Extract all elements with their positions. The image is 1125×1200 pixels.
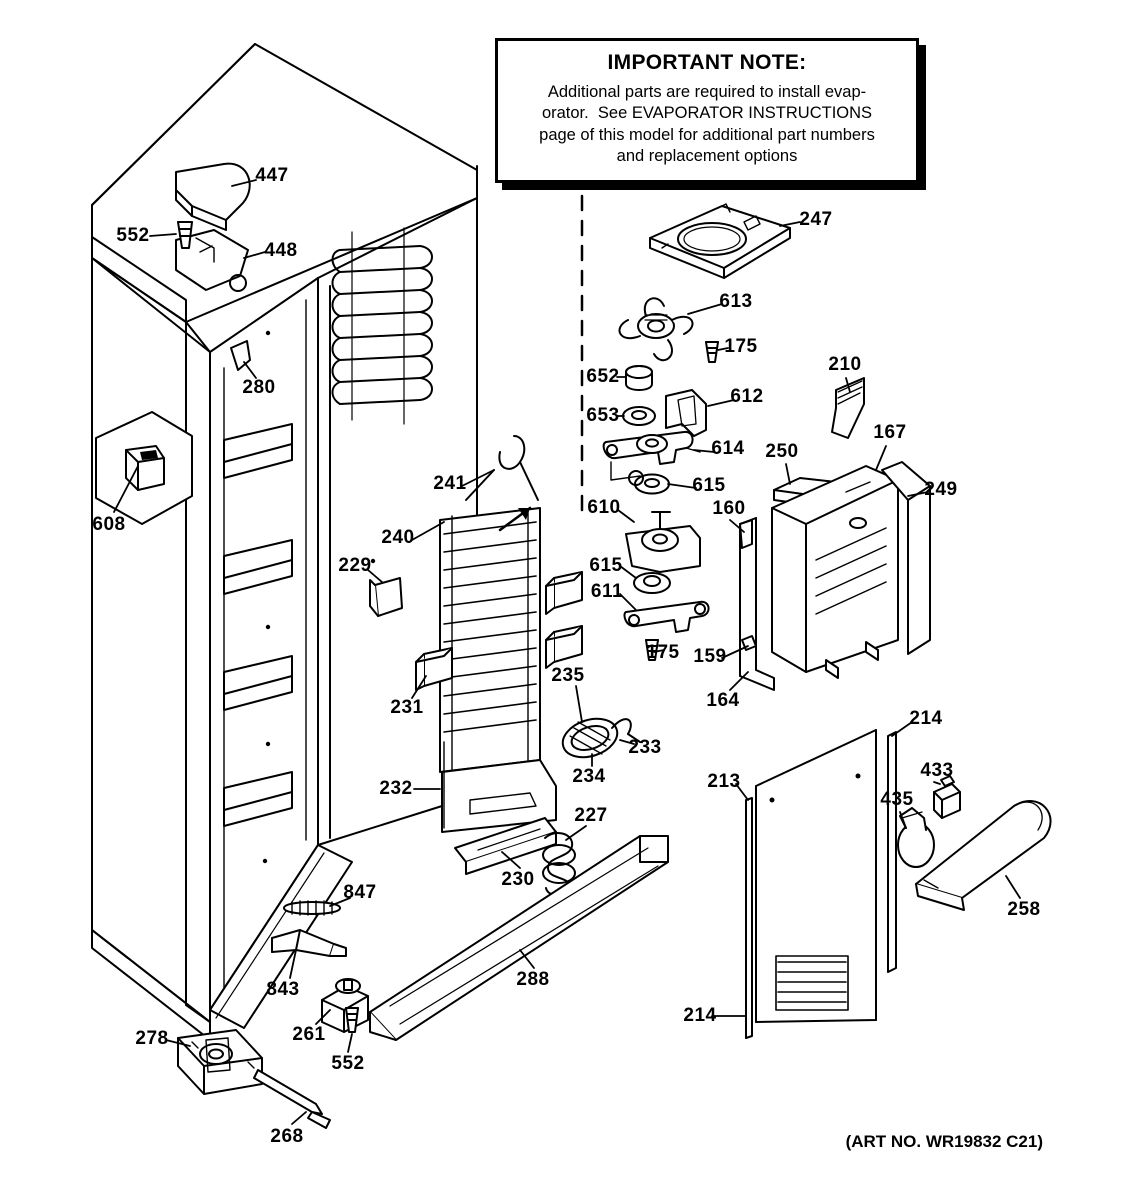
callout-847: 847 xyxy=(343,882,377,903)
part-610 xyxy=(626,512,700,572)
callout-261: 261 xyxy=(292,1024,326,1045)
callout-250: 250 xyxy=(765,441,799,462)
callout-233: 233 xyxy=(628,737,662,758)
callout-235: 235 xyxy=(551,665,585,686)
callout-448: 448 xyxy=(264,240,298,261)
callout-214: 214 xyxy=(683,1005,717,1026)
callout-175: 175 xyxy=(646,642,680,663)
part-213-214-panel xyxy=(746,730,896,1038)
part-160 xyxy=(740,520,752,548)
note-line: and replacement options xyxy=(616,147,798,166)
callout-167: 167 xyxy=(873,422,907,443)
part-blocks-right xyxy=(546,572,582,668)
callout-214: 214 xyxy=(909,708,943,729)
part-261 xyxy=(322,979,368,1032)
callout-653: 653 xyxy=(586,405,620,426)
callout-610: 610 xyxy=(587,497,621,518)
callout-210: 210 xyxy=(828,354,862,375)
callout-278: 278 xyxy=(135,1028,169,1049)
callout-230: 230 xyxy=(501,869,535,890)
callout-652: 652 xyxy=(586,366,620,387)
callout-268: 268 xyxy=(270,1126,304,1147)
callout-159: 159 xyxy=(693,646,727,667)
callout-258: 258 xyxy=(1007,899,1041,920)
callout-227: 227 xyxy=(574,805,608,826)
callout-615: 615 xyxy=(589,555,623,576)
part-847-spring xyxy=(284,901,340,915)
callout-435: 435 xyxy=(880,789,914,810)
note-heading: IMPORTANT NOTE: xyxy=(607,51,807,74)
note-line: Additional parts are required to install evap- xyxy=(547,83,867,101)
callout-288: 288 xyxy=(516,969,550,990)
part-611 xyxy=(624,602,708,632)
part-435-bulb xyxy=(898,808,934,867)
callout-843: 843 xyxy=(266,979,300,1000)
callout-614: 614 xyxy=(711,438,745,459)
callout-433: 433 xyxy=(920,760,954,781)
callout-447: 447 xyxy=(255,165,289,186)
evaporator-assembly xyxy=(440,436,556,832)
important-note-box xyxy=(495,38,919,183)
callout-612: 612 xyxy=(730,386,764,407)
callout-247: 247 xyxy=(799,209,833,230)
part-615-lower xyxy=(634,573,670,593)
part-247 xyxy=(650,204,790,278)
note-line: orator. See EVAPORATOR INSTRUCTIONS xyxy=(541,104,873,123)
callout-608: 608 xyxy=(92,514,126,535)
callout-240: 240 xyxy=(381,527,415,548)
callout-615: 615 xyxy=(692,475,726,496)
callout-611: 611 xyxy=(590,581,624,602)
callout-213: 213 xyxy=(707,771,741,792)
rear-coil-stack xyxy=(333,228,433,424)
cabinet-shell xyxy=(92,44,477,1040)
callout-613: 613 xyxy=(719,291,753,312)
screw-552-lower xyxy=(346,1008,358,1032)
callout-280: 280 xyxy=(242,377,276,398)
callout-249: 249 xyxy=(924,479,958,500)
callout-241: 241 xyxy=(433,473,467,494)
art-number: (ART NO. WR19832 C21) xyxy=(845,1132,1043,1151)
note-line: page of this model for additional part numbers xyxy=(539,125,875,144)
part-258 xyxy=(916,801,1051,910)
callout-234: 234 xyxy=(572,766,606,787)
callout-175: 175 xyxy=(724,336,758,357)
part-229 xyxy=(370,578,402,616)
callout-229: 229 xyxy=(338,555,372,576)
callout-232: 232 xyxy=(379,778,413,799)
callout-160: 160 xyxy=(712,498,746,519)
callout-164: 164 xyxy=(706,690,740,711)
part-652 xyxy=(626,366,652,390)
part-278-roller xyxy=(178,1030,262,1094)
part-613 xyxy=(619,298,692,360)
part-167-housing xyxy=(772,466,898,678)
screw-175-upper xyxy=(706,342,718,362)
part-433-socket xyxy=(934,776,960,818)
part-268-screw xyxy=(254,1070,330,1128)
callout-231: 231 xyxy=(390,697,424,718)
callout-552: 552 xyxy=(331,1053,365,1074)
part-653 xyxy=(623,407,655,425)
callout-552: 552 xyxy=(116,225,150,246)
part-612 xyxy=(666,390,706,436)
